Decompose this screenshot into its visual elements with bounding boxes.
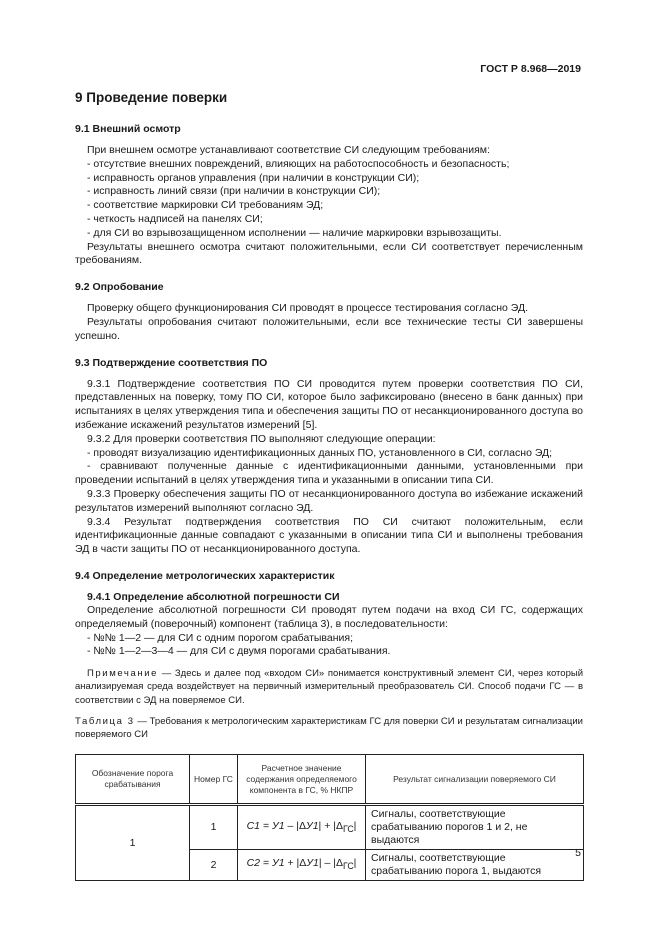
formula-delta: Δ [335, 819, 343, 832]
paragraph: При внешнем осмотре устанавливают соответствие СИ следующим требованиям: [87, 144, 490, 156]
formula-part: = [260, 819, 272, 832]
formula-delta: Δ [298, 819, 306, 832]
formula-var: У1 [305, 819, 319, 832]
signal-result-cell: Сигналы, соответствующие срабатыванию порогов 1 и 2, не выдаются [366, 805, 584, 850]
list-item: - четкость надписей на панелях СИ; [87, 212, 263, 225]
formula-part: | + | [318, 819, 336, 832]
formula-part: | [353, 819, 357, 832]
paragraph: Определение абсолютной погрешности СИ проводят путем подачи на вход СИ ГС, содержащих определяемый (поверочный) компонент (таблица 3), в последовательности: [75, 603, 583, 630]
note [75, 667, 583, 707]
formula-var: У1 [272, 819, 285, 832]
column-header-threshold: Обозначение порога срабатывания [76, 755, 190, 805]
section-9-4-title: 9.4 Определение метрологических характеристик [75, 569, 335, 582]
formula-part: | [353, 857, 357, 870]
formula-cell [238, 850, 366, 881]
section-9-1-title: 9.1 Внешний осмотр [75, 123, 181, 135]
formula-delta: Δ [335, 857, 343, 870]
list-item: - исправность органов управления (при наличии в конструкции СИ); [87, 171, 420, 184]
formula-subscript: ГС [343, 861, 354, 872]
formula-var: У1 [306, 857, 319, 870]
section-9-3-title: 9.3 Подтверждение соответствия ПО [75, 356, 268, 369]
formula-var: С2 [246, 857, 261, 870]
formula-subscript: ГС [342, 823, 354, 834]
note-label: Примечание [87, 668, 158, 680]
paragraph: Проверку общего функционирования СИ проводят в процессе тестирования согласно ЭД. [87, 302, 528, 315]
note-text: — Здесь и далее под «входом СИ» понимается конструктивный элемент СИ, через который анализируемая среда воздействует на первичный измерительный преобразователь СИ. Способ подачи ГС — в соответствии с ЭД на поверяемое СИ. [75, 668, 583, 706]
paragraph: 9.3.2 Для проверки соответствия ПО выполняют следующие операции: [87, 432, 436, 445]
paragraph: 9.3.3 Проверку обеспечения защиты ПО от несанкционированного доступа во избежание искажений результатов измерений выполняют согласно ЭД. [75, 487, 583, 514]
formula-delta: Δ [299, 857, 307, 870]
table-caption [75, 715, 583, 741]
list-item: - проводят визуализацию идентификационных данных ПО, установленного в СИ, согласно ЭД; [87, 446, 553, 459]
table-header-row [76, 755, 584, 805]
formula-part: – | [284, 819, 299, 832]
list-item: - исправность линий связи (при наличии в конструкции СИ); [87, 185, 381, 198]
formula-var: У1 [272, 857, 285, 870]
formula-part: = [260, 857, 272, 870]
table-3 [75, 754, 584, 881]
standard-number: ГОСТ Р 8.968—2019 [480, 63, 581, 75]
list-item: - соответствие маркировки СИ требованиям ЭД; [87, 199, 324, 212]
list-item: - №№ 1—2 — для СИ с одним порогом срабатывания; [87, 631, 353, 644]
column-header-calculated-value: Расчетное значение содержания определяемого компонента в ГС, % НКПР [238, 755, 366, 805]
table-caption-label: Таблица 3 [75, 715, 135, 727]
table-row [76, 805, 584, 850]
list-item: - №№ 1—2—3—4 — для СИ с двумя порогами срабатывания. [87, 645, 391, 658]
list-item: - отсутствие внешних повреждений, влияющих на работоспособность и безопасность; [87, 157, 510, 170]
signal-result-cell: Сигналы, соответствующие срабатыванию порога 1, выдаются [366, 850, 584, 881]
threshold-cell: 1 [76, 805, 190, 881]
formula-part: + | [284, 857, 300, 870]
gs-number-cell: 2 [190, 850, 238, 881]
paragraph: Результаты опробования считают положительными, если все технические тесты СИ завершены успешно. [75, 315, 583, 342]
page-number: 5 [575, 847, 581, 859]
formula-cell [238, 805, 366, 850]
page-content [75, 90, 583, 881]
gs-number-cell: 1 [190, 805, 238, 850]
column-header-gs-number: Номер ГС [190, 755, 238, 805]
paragraph: Результаты внешнего осмотра считают положительными, если СИ соответствует перечисленным требованиям. [75, 240, 583, 267]
table-caption-text: — Требования к метрологическим характеристикам ГС для поверки СИ и результатам сигнализации поверяемого СИ [75, 715, 583, 740]
list-item: - для СИ во взрывозащищенном исполнении — наличие маркировки взрывозащиты. [87, 226, 502, 239]
list-item: - сравнивают полученные данные с идентификационными данными, установленными при проведении испытаний в целях утверждения типа и указанными в описании типа СИ. [75, 460, 583, 487]
column-header-signal-result: Результат сигнализации поверяемого СИ [366, 755, 584, 805]
formula-part: | – | [318, 857, 336, 870]
paragraph: 9.3.4 Результат подтверждения соответствия ПО СИ считают положительным, если идентификационные данные совпадают с указанными в описании типа СИ и выполнены требования ЭД в части защиты ПО от несанкционированного доступа. [75, 515, 583, 556]
formula-var: С1 [246, 819, 261, 832]
section-9-4-1-title: 9.4.1 Определение абсолютной погрешности СИ [87, 590, 340, 603]
section-9-2-title: 9.2 Опробование [75, 281, 164, 294]
section-9-title: 9 Проведение поверки [75, 90, 228, 105]
paragraph: 9.3.1 Подтверждение соответствия ПО СИ проводится путем проверки соответствия ПО СИ, представленных на поверку, тому ПО СИ, которое было зафиксировано (внесено в банк данных) при испытаниях в целях утверждения типа и обеспечения защиты ПО от несанкционированного доступа во избежание искажений результатов измерений [5]. [75, 377, 583, 431]
